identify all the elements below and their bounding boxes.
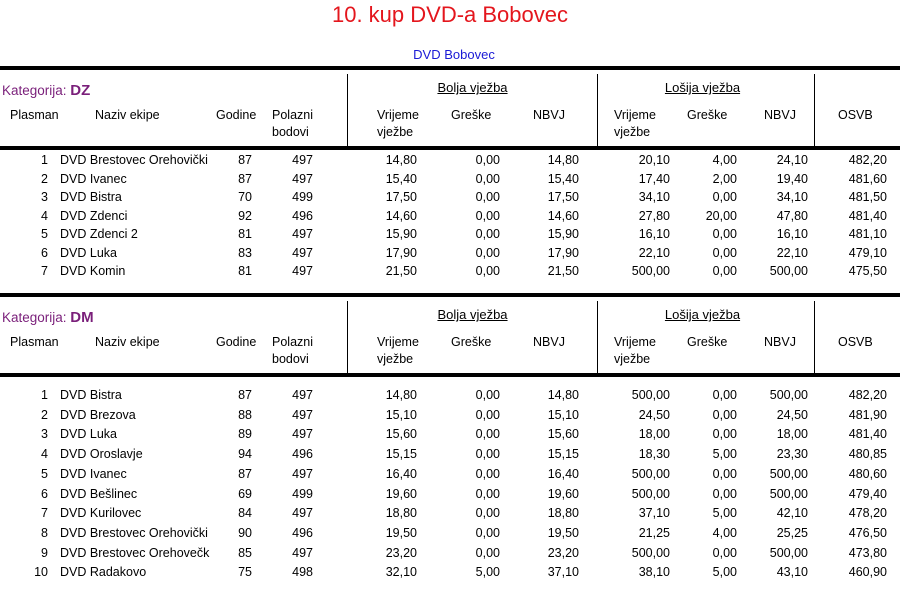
table-cell: 499 [292,190,313,204]
header-column-divider [597,74,598,146]
table-row [0,264,900,283]
table-cell: 0,00 [475,245,500,260]
table-cell: 14,60 [547,208,579,223]
table-cell: 0,00 [475,466,500,481]
table-cell: 0,00 [475,486,500,501]
table-row [0,487,900,507]
col-header-osvb: OSVB [838,108,873,122]
table-cell: 0,00 [475,407,500,422]
table-cell: 14,60 [385,208,417,223]
table-cell: 83 [238,245,252,260]
table-cell: 497 [292,506,313,521]
table-cell: 481,90 [848,407,887,422]
table-cell: 6 [41,245,48,260]
table-cell: 14,80 [385,388,417,402]
table-cell: 4 [41,208,48,223]
table-cell: 480,60 [848,466,887,481]
header-column-divider [347,74,348,146]
col-header-greske-losija: Greške [687,108,728,122]
table-cell: 87 [238,466,252,481]
table-cell: 479,10 [848,245,887,260]
table-cell: 5,00 [712,506,737,521]
table-cell: 8 [41,525,48,540]
table-cell: 17,90 [547,245,579,260]
table-cell: 497 [292,407,313,422]
table-cell: 3 [41,190,48,204]
table-cell: 473,80 [848,545,887,560]
table-cell: 7 [41,264,48,278]
table-cell: 14,80 [385,153,417,167]
table-cell: 0,00 [712,227,737,241]
table-cell: 481,60 [848,171,887,186]
table-cell: DVD Ivanec [60,171,127,186]
table-cell: 460,90 [848,565,887,580]
table-cell: 496 [292,525,313,540]
table-cell: 42,10 [776,506,808,521]
table-cell: 18,30 [638,447,670,462]
table-cell: 497 [292,388,313,402]
header-bottom-rule [0,373,900,377]
table-cell: 90 [238,525,252,540]
table-cell: 478,20 [848,506,887,521]
table-cell: 75 [238,565,252,580]
table-cell: 19,50 [547,525,579,540]
table-cell: 89 [238,427,252,442]
col-header-naziv-ekipe: Naziv ekipe [95,335,160,349]
table-cell: 17,50 [547,190,579,204]
category-prefix: Kategorija: [2,310,71,325]
table-cell: 19,40 [776,171,808,186]
col-header-greske-bolja: Greške [451,108,492,122]
table-cell: DVD Bistra [60,190,122,204]
table-cell: 24,50 [638,407,670,422]
col-header-nbvj-losija: NBVJ [764,108,796,122]
table-cell: 70 [238,190,252,204]
group-header-bolja-vjezba: Bolja vježba [437,80,508,95]
table-cell: 482,20 [848,388,887,402]
table-cell: 87 [238,388,252,402]
table-row [0,227,900,246]
table-cell: 0,00 [475,545,500,560]
table-cell: 481,10 [848,227,887,241]
table-cell: 500,00 [631,486,670,501]
table-cell: 0,00 [475,506,500,521]
col-header-osvb: OSVB [838,335,873,349]
table-cell: 0,00 [712,264,737,278]
table-cell: 21,50 [547,264,579,278]
table-cell: 15,90 [385,227,417,241]
table-cell: 0,00 [712,545,737,560]
table-cell: 20,10 [638,153,670,167]
table-cell: 16,40 [547,466,579,481]
table-cell: 497 [292,427,313,442]
table-cell: 15,15 [547,447,579,462]
table-cell: 0,00 [712,466,737,481]
table-cell: 481,40 [848,427,887,442]
table-cell: 4 [41,447,48,462]
table-row [0,388,900,408]
col-header-nbvj-bolja: NBVJ [533,335,565,349]
table-cell: 0,00 [475,227,500,241]
category-name: DZ [70,82,91,99]
table-cell: 0,00 [475,208,500,223]
table-cell: 10 [34,565,48,580]
table-cell: 18,80 [385,506,417,521]
table-cell: DVD Luka [60,245,117,260]
table-cell: 15,15 [385,447,417,462]
table-cell: 0,00 [712,486,737,501]
table-cell: 0,00 [712,388,737,402]
table-row [0,467,900,487]
table-cell: 500,00 [631,545,670,560]
table-cell: 16,10 [776,227,808,241]
table-cell: 499 [292,486,313,501]
col-header-godine: Godine [216,108,257,122]
table-cell: 18,00 [776,427,808,442]
section-top-rule [0,293,900,297]
table-cell: DVD Brestovec Orehovečk [60,545,210,560]
table-cell: 87 [238,171,252,186]
table-cell: DVD Zdenci [60,208,128,223]
table-cell: 5 [41,466,48,481]
table-cell: 482,20 [848,153,887,167]
table-cell: 497 [292,171,313,186]
table-cell: 38,10 [638,565,670,580]
table-cell: 21,50 [385,264,417,278]
table-cell: 500,00 [769,545,808,560]
section-top-rule [0,66,900,70]
table-cell: 32,10 [385,565,417,580]
table-cell: DVD Bistra [60,388,122,402]
table-cell: 15,10 [385,407,417,422]
header-column-divider [347,301,348,373]
table-cell: 19,50 [385,525,417,540]
table-cell: DVD Brestovec Orehovički [60,153,208,167]
table-cell: DVD Radakovo [60,565,147,580]
table-cell: DVD Oroslavje [60,447,143,462]
table-row [0,565,900,585]
table-cell: 85 [238,545,252,560]
table-cell: 94 [238,447,252,462]
table-row [0,408,900,428]
table-cell: 19,60 [547,486,579,501]
table-cell: 2 [41,407,48,422]
table-cell: 5,00 [712,447,737,462]
table-cell: DVD Brestovec Orehovički [60,525,208,540]
table-cell: 0,00 [712,407,737,422]
table-cell: 23,20 [547,545,579,560]
table-cell: DVD Zdenci 2 [60,227,138,241]
col-header-godine: Godine [216,335,257,349]
table-cell: 5,00 [712,565,737,580]
col-header-vrijeme-losija: Vrijeme vježbe [614,335,656,366]
col-header-plasman: Plasman [10,108,59,122]
table-cell: 4,00 [712,153,737,167]
col-header-plasman: Plasman [10,335,59,349]
category-name: DM [70,309,94,326]
page-subtitle: DVD Bobovec [413,47,495,62]
table-cell: 481,40 [848,208,887,223]
table-cell: 479,40 [848,486,887,501]
table-cell: 18,80 [547,506,579,521]
table-cell: 0,00 [712,245,737,260]
table-row [0,546,900,566]
table-cell: 0,00 [475,525,500,540]
table-cell: 22,10 [638,245,670,260]
table-row [0,246,900,265]
table-cell: 497 [292,466,313,481]
table-cell: 14,80 [547,388,579,402]
table-cell: 0,00 [475,427,500,442]
table-cell: 37,10 [547,565,579,580]
table-cell: 2 [41,171,48,186]
table-cell: 24,50 [776,407,808,422]
table-cell: 34,10 [638,190,670,204]
table-cell: 24,10 [776,153,808,167]
table-cell: 500,00 [631,264,670,278]
header-bottom-rule [0,146,900,150]
table-cell: 500,00 [769,388,808,402]
category-label [2,82,90,99]
col-header-greske-bolja: Greške [451,335,492,349]
table-cell: 0,00 [475,153,500,167]
table-row [0,526,900,546]
table-cell: 0,00 [712,427,737,442]
table-cell: 34,10 [776,190,808,204]
table-cell: 480,85 [848,447,887,462]
table-cell: 500,00 [769,486,808,501]
table-cell: 16,40 [385,466,417,481]
table-row [0,153,900,172]
table-cell: 15,90 [547,227,579,241]
group-header-bolja-vjezba: Bolja vježba [437,307,508,322]
table-cell: 3 [41,427,48,442]
table-cell: 92 [238,208,252,223]
table-cell: DVD Kurilovec [60,506,142,521]
table-cell: 81 [238,227,252,241]
table-cell: 14,80 [547,153,579,167]
col-header-vrijeme-losija: Vrijeme vježbe [614,108,656,139]
table-row [0,209,900,228]
col-header-polazni-bodovi: Polazni bodovi [272,108,313,139]
table-cell: 5,00 [475,565,500,580]
table-cell: 15,40 [547,171,579,186]
table-row [0,506,900,526]
table-cell: 15,60 [547,427,579,442]
table-cell: 497 [292,245,313,260]
col-header-vrijeme-bolja: Vrijeme vježbe [377,108,419,139]
table-cell: 23,20 [385,545,417,560]
table-cell: DVD Luka [60,427,117,442]
table-cell: 15,40 [385,171,417,186]
table-cell: 496 [292,447,313,462]
table-cell: 0,00 [475,447,500,462]
table-cell: 497 [292,153,313,167]
category-label [2,309,94,326]
col-header-nbvj-losija: NBVJ [764,335,796,349]
table-cell: 17,90 [385,245,417,260]
table-cell: 481,50 [848,190,887,204]
table-cell: 0,00 [475,388,500,402]
table-cell: 2,00 [712,171,737,186]
table-cell: DVD Bešlinec [60,486,138,501]
table-cell: 19,60 [385,486,417,501]
table-cell: 7 [41,506,48,521]
table-cell: DVD Ivanec [60,466,127,481]
group-header-losija-vjezba: Lošija vježba [664,307,741,322]
table-cell: 15,10 [547,407,579,422]
group-header-losija-vjezba: Lošija vježba [664,80,741,95]
table-cell: 497 [292,227,313,241]
table-cell: 497 [292,264,313,278]
table-cell: 84 [238,506,252,521]
table-cell: 498 [292,565,313,580]
table-cell: 1 [41,388,48,402]
table-cell: 17,50 [385,190,417,204]
table-cell: 25,25 [776,525,808,540]
table-cell: 47,80 [776,208,808,223]
header-column-divider [597,301,598,373]
col-header-vrijeme-bolja: Vrijeme vježbe [377,335,419,366]
col-header-polazni-bodovi: Polazni bodovi [272,335,313,366]
header-column-divider [814,74,815,146]
col-header-greske-losija: Greške [687,335,728,349]
table-cell: 20,00 [705,208,737,223]
table-cell: 0,00 [475,171,500,186]
table-cell: 23,30 [776,447,808,462]
table-cell: 500,00 [769,466,808,481]
col-header-nbvj-bolja: NBVJ [533,108,565,122]
table-cell: 1 [41,153,48,167]
page-title: 10. kup DVD-a Bobovec [331,2,569,27]
table-cell: 87 [238,153,252,167]
table-row [0,172,900,191]
table-cell: 27,80 [638,208,670,223]
table-cell: 0,00 [475,264,500,278]
table-cell: 6 [41,486,48,501]
col-header-naziv-ekipe: Naziv ekipe [95,108,160,122]
category-prefix: Kategorija: [2,83,71,98]
table-cell: 496 [292,208,313,223]
table-cell: 4,00 [712,525,737,540]
table-cell: 500,00 [631,388,670,402]
table-row [0,190,900,209]
table-cell: 500,00 [769,264,808,278]
table-cell: DVD Brezova [60,407,136,422]
table-cell: 16,10 [638,227,670,241]
table-cell: 9 [41,545,48,560]
header-column-divider [814,301,815,373]
table-cell: 21,25 [638,525,670,540]
table-cell: 476,50 [848,525,887,540]
table-cell: 475,50 [848,264,887,278]
table-row [0,427,900,447]
table-cell: 17,40 [638,171,670,186]
table-cell: 69 [238,486,252,501]
table-cell: 0,00 [712,190,737,204]
table-cell: 43,10 [776,565,808,580]
table-cell: DVD Komin [60,264,126,278]
table-row [0,447,900,467]
table-cell: 500,00 [631,466,670,481]
table-cell: 5 [41,227,48,241]
table-cell: 88 [238,407,252,422]
table-cell: 81 [238,264,252,278]
table-cell: 37,10 [638,506,670,521]
table-cell: 15,60 [385,427,417,442]
table-cell: 22,10 [776,245,808,260]
table-cell: 18,00 [638,427,670,442]
table-cell: 497 [292,545,313,560]
table-cell: 0,00 [475,190,500,204]
